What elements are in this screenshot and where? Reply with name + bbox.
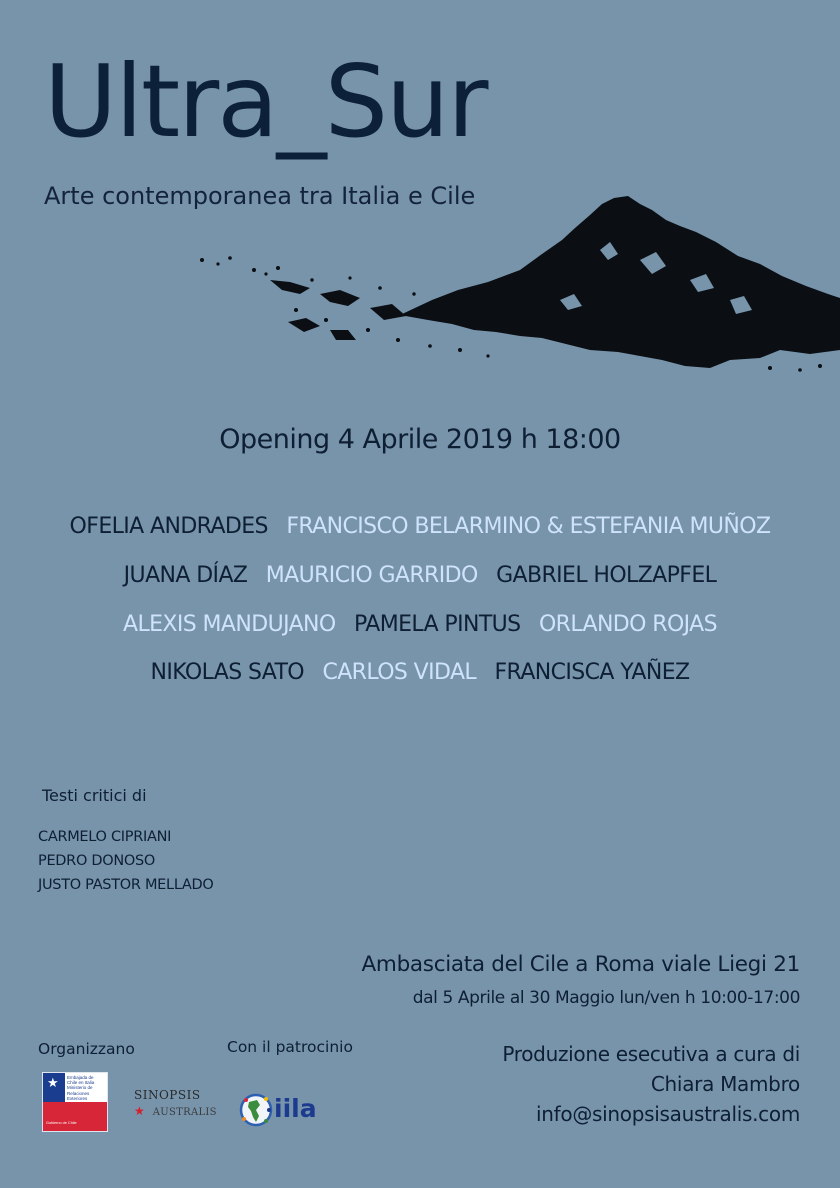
sinopsis-logo-top: SINOPSIS <box>134 1088 201 1102</box>
exhibition-dates: dal 5 Aprile al 30 Maggio lun/ven h 10:00-17:00 <box>412 988 800 1008</box>
poster-subtitle: Arte contemporanea tra Italia e Cile <box>44 182 476 210</box>
sinopsis-logo-bottom: AUSTRALIS <box>152 1107 217 1118</box>
producer-name: Chiara Mambro <box>650 1072 800 1096</box>
embassy-logo-footer: Gobierno de Chile <box>46 1121 77 1125</box>
critic-name: PEDRO DONOSO <box>38 853 156 869</box>
sinopsis-australis-logo <box>134 1088 217 1120</box>
critic-name: CARMELO CIPRIANI <box>38 829 172 845</box>
globe-icon <box>238 1092 274 1128</box>
artist-name: ORLANDO ROJAS <box>538 612 717 637</box>
artist-name: MAURICIO GARRIDO <box>265 563 478 588</box>
artist-name: JUANA DÍAZ <box>123 563 248 588</box>
embassy-flag-red <box>43 1102 107 1131</box>
artist-name: FRANCISCA YAÑEZ <box>494 660 690 685</box>
embassy-logo <box>42 1072 108 1132</box>
artist-row-1 <box>0 514 840 539</box>
patronage-label: Con il patrocinio <box>227 1038 353 1056</box>
artist-row-4 <box>0 660 840 685</box>
artist-name: CARLOS VIDAL <box>322 660 477 685</box>
artist-row-2 <box>0 563 840 588</box>
star-icon: ★ <box>134 1104 145 1118</box>
embassy-logo-text: Embajada de Chile en Italia Ministerio de Relaciones Exteriores <box>67 1075 95 1101</box>
organizers-label: Organizzano <box>38 1040 135 1058</box>
iila-logo <box>238 1090 328 1130</box>
poster-title: Ultra_Sur <box>44 43 487 160</box>
production-label: Produzione esecutiva a cura di <box>502 1042 800 1066</box>
contact-email[interactable]: info@sinopsisaustralis.com <box>536 1102 800 1126</box>
artist-name: OFELIA ANDRADES <box>69 514 268 539</box>
artist-name: GABRIEL HOLZAPFEL <box>496 563 717 588</box>
critics-label: Testi critici di <box>42 786 147 805</box>
opening-date: Opening 4 Aprile 2019 h 18:00 <box>219 424 621 455</box>
mountain-illustration <box>170 190 840 385</box>
critic-name: JUSTO PASTOR MELLADO <box>38 877 214 893</box>
artist-name: PAMELA PINTUS <box>354 612 521 637</box>
star-icon: ★ <box>47 1075 59 1090</box>
artist-name: NIKOLAS SATO <box>150 660 305 685</box>
artist-name: ALEXIS MANDUJANO <box>123 612 336 637</box>
venue-address: Ambasciata del Cile a Roma viale Liegi 21 <box>361 952 800 977</box>
artist-name: FRANCISCO BELARMINO & ESTEFANIA MUÑOZ <box>286 514 771 539</box>
iila-logo-text: iila <box>274 1094 317 1123</box>
artist-row-3 <box>0 612 840 637</box>
